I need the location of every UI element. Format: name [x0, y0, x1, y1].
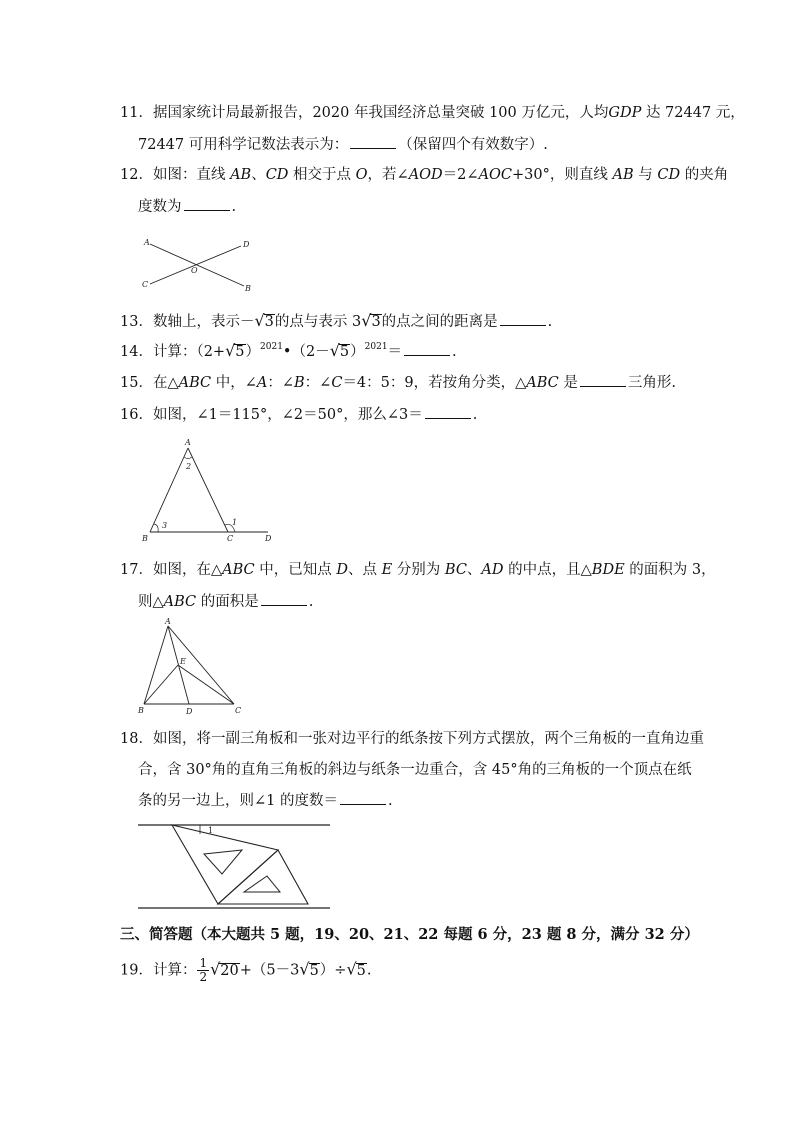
label-a: A [185, 438, 191, 447]
label-o: O [191, 266, 198, 275]
question-15: 15．在△ABC 中，∠A：∠B：∠C＝4：5：9，若按角分类，△ABC 是 三角形. [120, 372, 676, 393]
figure-q18-triangle-rulers [138, 818, 334, 912]
label-e: E [180, 657, 186, 666]
label-b: B [138, 706, 144, 715]
figure-q17-triangle [138, 618, 242, 716]
label-d: D [265, 534, 272, 543]
answer-blank-16[interactable] [425, 404, 471, 419]
arc-angle-2 [184, 457, 192, 459]
side-ac [188, 448, 228, 532]
question-18-line-1: 18．如图，将一副三角板和一张对边平行的纸条按下列方式摆放，两个三角板的一直角边重 [120, 731, 704, 747]
label-d: D [186, 707, 193, 716]
label-a: A [144, 238, 150, 247]
question-18-line-2: 合，含 30°角的直角三角板的斜边与纸条一边重合，含 45°角的三角板的一个顶点在纸 [138, 762, 692, 778]
label-a: A [165, 617, 171, 626]
label-c: C [227, 534, 234, 543]
answer-blank-15[interactable] [580, 372, 626, 387]
side-ab [144, 626, 168, 704]
figure-q16-triangle [138, 438, 278, 542]
label-3: 3 [162, 521, 168, 530]
question-14: 14．计算：$(2+√5)^{2021}•(2-√5)^{2021}=$ . [120, 341, 457, 360]
label-b: B [245, 284, 251, 293]
answer-blank-18[interactable] [340, 790, 386, 805]
label-c: C [142, 280, 149, 289]
question-12-line-2: 度数为 . [138, 196, 236, 217]
figure-q12-intersecting-lines [138, 236, 268, 294]
answer-blank-17[interactable] [261, 591, 307, 606]
label-b: B [142, 534, 148, 543]
question-12-line-1: 12．如图：直线 AB、CD 相交于点 O，若∠AOD＝2∠AOC+30°，则直线 AB 与 CD 的夹角 [120, 167, 729, 183]
answer-blank-13[interactable] [500, 311, 546, 326]
answer-blank-14[interactable] [404, 341, 450, 356]
answer-blank-12[interactable] [184, 196, 230, 211]
question-11-line-2: 72447 可用科学记数法表示为： （保留四个有效数字）. [138, 134, 548, 155]
label-1: 1 [232, 518, 238, 527]
fraction-one-half: $\frac{1}{2}$ [199, 956, 208, 984]
question-19: 19．计算： $\frac{1}{2}$ √20+（5－3√5）÷√5. [120, 956, 372, 984]
question-18-line-3: 条的另一边上，则∠1 的度数＝ . [138, 790, 393, 811]
side-ab [150, 448, 188, 532]
segment-be [144, 665, 178, 704]
question-16: 16．如图，∠1＝115°，∠2＝50°，那么∠3＝ . [120, 404, 477, 425]
label-2: 2 [186, 462, 192, 471]
question-17-line-1: 17．如图，在△ABC 中，已知点 D、点 E 分别为 BC、AD 的中点，且△BDE 的面积为 3， [120, 562, 716, 578]
question-17-line-2: 则△ABC 的面积是 . [138, 591, 313, 612]
triangle-45-outer [218, 850, 308, 904]
arc-angle-3 [154, 524, 158, 532]
answer-blank-11[interactable] [350, 134, 396, 149]
label-d: D [243, 240, 250, 249]
question-13: 13．数轴上，表示－√3的点与表示 3√3的点之间的距离是 . [120, 311, 553, 330]
section-3-heading: 三、简答题（本大题共 5 题，19、20、21、22 每题 6 分，23 题 8 分，满分 32 分） [120, 926, 699, 943]
label-1: 1 [208, 826, 214, 835]
question-11-line-1: 11．据国家统计局最新报告，2020 年我国经济总量突破 100 万亿元，人均GDP 达 72447 元， [120, 105, 745, 121]
label-c: C [235, 706, 242, 715]
triangle-30-hole [204, 850, 242, 874]
triangle-45-hole [244, 876, 280, 892]
